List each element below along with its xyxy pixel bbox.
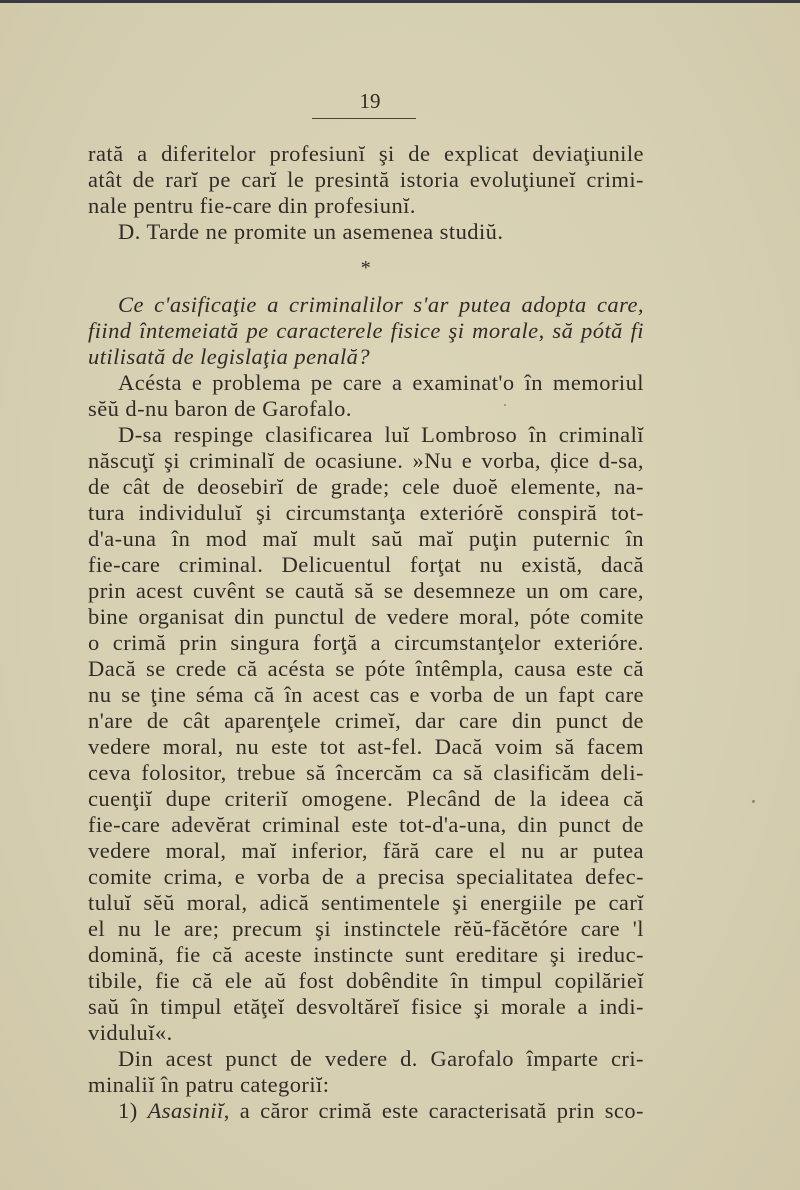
text-line: vedere moral, maĭ inferior, fără care el nu ar putea — [88, 838, 644, 863]
paper-speck — [504, 404, 506, 406]
text-line: saŭ în timpul etăţeĭ desvoltăreĭ fisice şi morale a indi- — [88, 994, 644, 1019]
paper-speck — [752, 800, 755, 803]
text-line: cuenţiĭ dupe criteriĭ omogene. Plecând de la ideea că — [88, 786, 644, 811]
text-line: Din acest punct de vedere d. Garofalo împarte cri- — [118, 1046, 644, 1071]
text-line: viduluĭ«. — [88, 1020, 173, 1045]
body-text — [88, 141, 644, 1124]
text-line: ceva folositor, trebue să încercăm ca să clasificăm deli- — [88, 760, 644, 785]
text-line: 1) Asasiniĭ, a căror crimă este caracterisată prin sco- — [118, 1098, 645, 1123]
text-line: nu se ţine séma că în acest cas e vorba de un fapt care — [88, 682, 644, 707]
italic-term: Asasiniĭ — [147, 1098, 224, 1123]
text-line: născuţĭ şi criminalĭ de ocasiune. »Nu e vorba, ḑice d-sa, — [88, 448, 644, 473]
text-line: nale pentru fie-care din profesiunĭ. — [88, 193, 416, 218]
text-line: o crimă prin singura forţă a circumstanţelor exterióre. — [88, 630, 644, 655]
text-line: fie-care adevĕrat criminal este tot-d'a-una, din punct de — [88, 812, 644, 837]
text-line: fie-care criminal. Delicuentul forţat nu există, dacă — [88, 552, 644, 577]
text-line: fiind întemeiată pe caracterele fisice şi morale, să pótă fi — [88, 318, 644, 343]
text-line: comite crima, e vorba de a precisa specialitatea defec- — [88, 864, 644, 889]
section-separator: * — [360, 257, 372, 279]
text-line: prin acest cuvênt se caută să se desemneze un om care, — [88, 578, 644, 603]
text-line: utilisată de legislaţia penală? — [88, 344, 371, 369]
text-line: atât de rarĭ pe carĭ le presintă istoria evoluţiuneĭ crimi- — [88, 167, 644, 192]
text-line: rată a diferitelor profesiunĭ şi de explicat deviaţiunile — [88, 141, 644, 166]
text-line: de cât de deosebirĭ de grade; cele duoĕ elemente, na- — [88, 474, 644, 499]
text-line: Acésta e problema pe care a examinat'o în memoriul — [118, 370, 644, 395]
page-number: 19 — [359, 89, 381, 113]
text-line: D-sa respinge clasificarea luĭ Lombroso în criminalĭ — [118, 422, 644, 447]
scan-top-edge — [0, 0, 800, 3]
text-line: minaliĭ în patru categoriĭ: — [88, 1072, 330, 1097]
text-line: domină, fie că aceste instincte sunt ereditare şi ireduc- — [88, 942, 644, 967]
page-number-rule — [312, 118, 416, 119]
text-line: n'are de cât aparenţele crimeĭ, dar care din punct de — [88, 708, 644, 733]
text-line: tibile, fie că ele aŭ fost dobêndite în timpul copilărieĭ — [88, 968, 644, 993]
text-line: vedere moral, nu este tot ast-fel. Dacă voim să facem — [88, 734, 644, 759]
text-line: D. Tarde ne promite un asemenea studiŭ. — [118, 219, 504, 244]
text-line: bine organisat din punctul de vedere moral, póte comite — [88, 604, 644, 629]
text-line: Ce c'asificaţie a criminalilor s'ar putea adopta care, — [118, 292, 644, 317]
text-line: el nu le are; precum şi instinctele rĕŭ-făcĕtóre care 'l — [88, 916, 644, 941]
text-line: tura individuluĭ şi circumstanţa exteriórĕ conspiră tot- — [88, 500, 644, 525]
text-line: Dacă se crede că acésta se póte întêmpla, causa este că — [88, 656, 644, 681]
text-line: d'a-una în mod maĭ mult saŭ maĭ puţin puternic în — [88, 526, 644, 551]
text-line: tuluĭ sĕŭ moral, adică sentimentele şi energiile pe carĭ — [88, 890, 644, 915]
text-line: sĕŭ d-nu baron de Garofalo. — [88, 396, 352, 421]
